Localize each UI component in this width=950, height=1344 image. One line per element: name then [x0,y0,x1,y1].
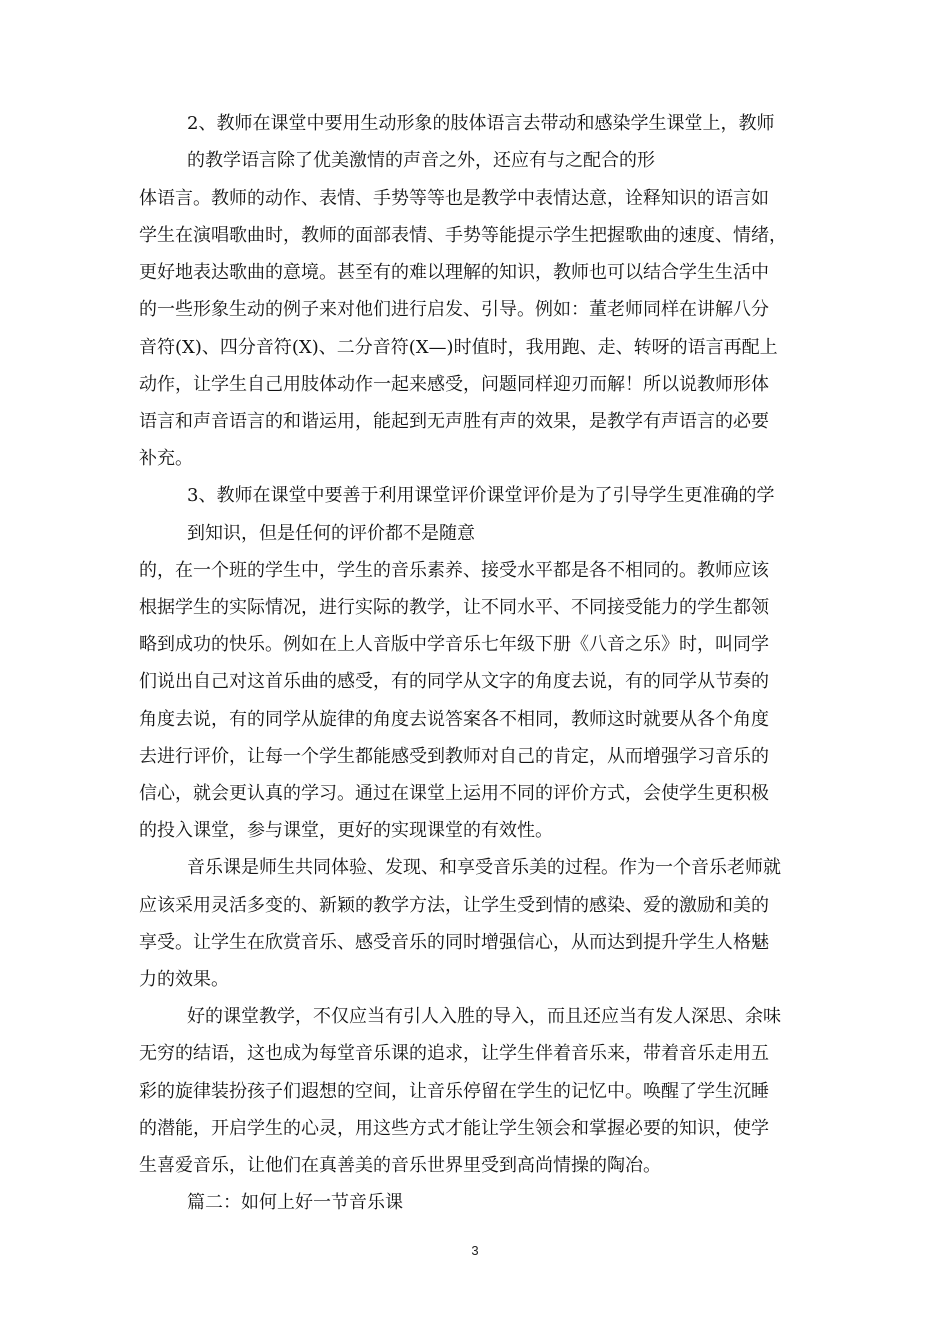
text-line: 去进行评价，让每一个学生都能感受到教师对自己的肯定，从而增强学习音乐的 [139,746,769,767]
page-number: 3 [471,1243,479,1258]
text-line: 音符(X)、四分音符(X)、二分音符(X—)时值时，我用跑、走、转呀的语言再配上 [139,337,778,358]
text-line: 根据学生的实际情况，进行实际的教学，让不同水平、不同接受能力的学生都领 [139,597,769,618]
text-line: 3、教师在课堂中要善于利用课堂评价课堂评价是为了引导学生更准确的学 [187,485,775,506]
text-line: 应该采用灵活多变的、新颖的教学方法，让学生受到情的感染、爱的激励和美的 [139,895,769,916]
section-heading: 篇二：如何上好一节音乐课 [187,1192,403,1213]
text-line: 生喜爱音乐，让他们在真善美的音乐世界里受到高尚情操的陶冶。 [139,1155,661,1176]
text-line: 补充。 [139,448,193,469]
text-line: 信心，就会更认真的学习。通过在课堂上运用不同的评价方式，会使学生更积极 [139,783,769,804]
text-line: 彩的旋律装扮孩子们遐想的空间，让音乐停留在学生的记忆中。唤醒了学生沉睡 [139,1081,769,1102]
text-line: 们说出自己对这首乐曲的感受，有的同学从文字的角度去说，有的同学从节奏的 [139,671,769,692]
text-line: 到知识，但是任何的评价都不是随意 [187,523,475,544]
text-line: 语言和声音语言的和谐运用，能起到无声胜有声的效果，是教学有声语言的必要 [139,411,769,432]
text-line: 更好地表达歌曲的意境。甚至有的难以理解的知识，教师也可以结合学生生活中 [139,262,769,283]
text-line: 角度去说，有的同学从旋律的角度去说答案各不相同，教师这时就要从各个角度 [139,709,769,730]
text-line: 动作，让学生自己用肢体动作一起来感受，问题同样迎刃而解！所以说教师形体 [139,374,769,395]
text-line: 音乐课是师生共同体验、发现、和享受音乐美的过程。作为一个音乐老师就 [187,857,781,878]
text-line: 略到成功的快乐。例如在上人音版中学音乐七年级下册《八音之乐》时，叫同学 [139,634,769,655]
text-line: 力的效果。 [139,969,229,990]
text-line: 2、教师在课堂中要用生动形象的肢体语言去带动和感染学生课堂上，教师 [187,113,775,134]
text-line: 的一些形象生动的例子来对他们进行启发、引导。例如：董老师同样在讲解八分 [139,299,769,320]
text-line: 无穷的结语，这也成为每堂音乐课的追求，让学生伴着音乐来，带着音乐走用五 [139,1043,769,1064]
text-line: 学生在演唱歌曲时，教师的面部表情、手势等能提示学生把握歌曲的速度、情绪， [139,225,787,246]
text-line: 体语言。教师的动作、表情、手势等等也是教学中表情达意，诠释知识的语言如 [139,188,769,209]
text-line: 好的课堂教学，不仅应当有引人入胜的导入，而且还应当有发人深思、余味 [187,1006,781,1027]
text-line: 的教学语言除了优美激情的声音之外，还应有与之配合的形 [187,150,655,171]
text-line: 的投入课堂，参与课堂，更好的实现课堂的有效性。 [139,820,553,841]
text-line: 的潜能，开启学生的心灵，用这些方式才能让学生领会和掌握必要的知识，使学 [139,1118,769,1139]
text-line: 的，在一个班的学生中，学生的音乐素养、接受水平都是各不相同的。教师应该 [139,560,769,581]
text-line: 享受。让学生在欣赏音乐、感受音乐的同时增强信心，从而达到提升学生人格魅 [139,932,769,953]
